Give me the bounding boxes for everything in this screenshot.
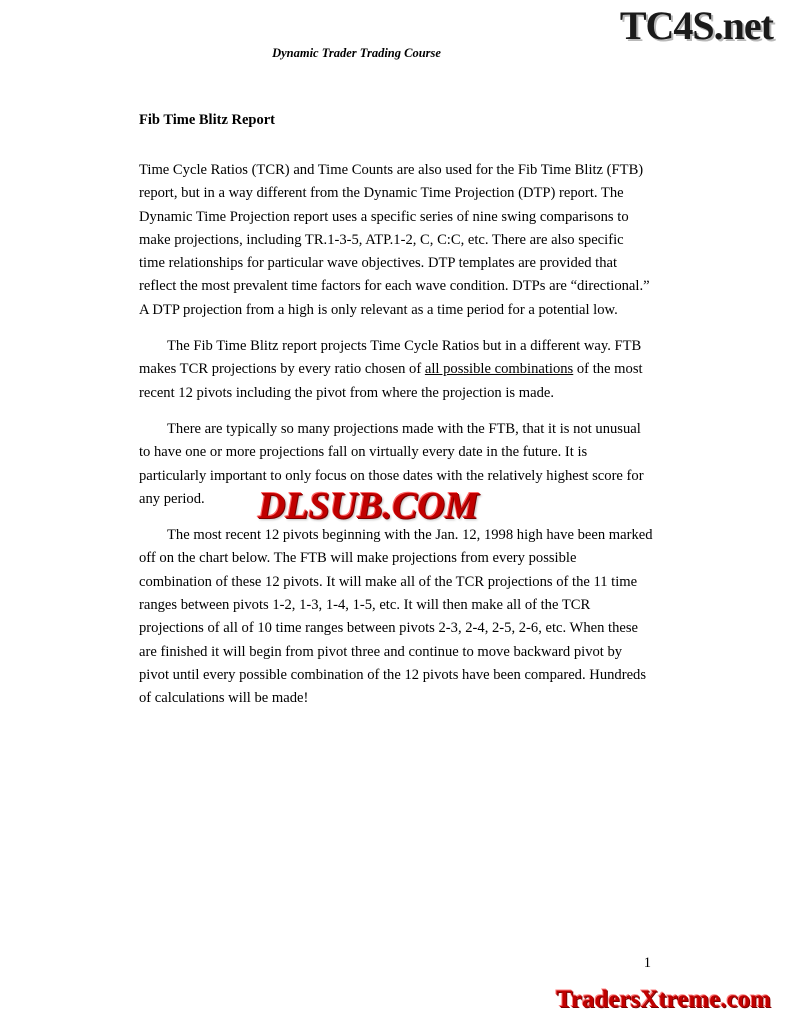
paragraph-3: There are typically so many projections made with the FTB, that it is not unusual to have one or more projections fall on virtually every date in the future. It is particularly important to only focus on those dates with the relatively highest score for any period. (139, 420, 644, 507)
running-header: Dynamic Trader Trading Course (272, 46, 441, 60)
page-number: 1 (643, 955, 651, 971)
paragraph-2 (139, 335, 653, 405)
paragraph-1: Time Cycle Ratios (TCR) and Time Counts are also used for the Fib Time Blitz (FTB) report, but in a way different from the Dynamic Time Projection (DTP) report. The Dynamic Time Projection report uses a specific series of nine swing comparisons to make projections, including TR.1-3-5, ATP.1-2, C, C:C, etc. There are also specific time relationships for particular wave objectives. DTP templates are provided that reflect the most prevalent time factors for each wave condition. DTPs are “directional.” A DTP projection from a high is only relevant as a time period for a potential low. (139, 162, 650, 318)
dlsub-watermark: DLSUB.COM (258, 485, 479, 527)
paragraph-4: The most recent 12 pivots beginning with the Jan. 12, 1998 high have been marked off on the chart below. The FTB will make projections from every possible combination of these 12 pivots. It will make all of the TCR projections of the 11 time ranges between pivots 1-2, 1-3, 1-4, 1-5, etc. It will then make all of the TCR projections of all of 10 time ranges between pivots 2-3, 2-4, 2-5, 2-6, etc. When these are finished it will begin from pivot three and continue to move backward pivot by pivot until every possible combination of the 12 pivots have been compared. Hundreds of calculations will be made! (139, 527, 653, 707)
tc4s-watermark: TC4S.net (619, 3, 773, 48)
page-body (139, 112, 653, 724)
page-title: Fib Time Blitz Report (139, 112, 275, 128)
paragraph-2-emphasis: all possible combinations (424, 361, 574, 378)
paragraph-2-part-a: The Fib Time Blitz report projects Time Cycle Ratios but in a different way. FTB makes TCR projections by every ratio chosen of (139, 338, 642, 378)
paragraph-2-part-b: of the most recent 12 pivots including the pivot from where the projection is made. (139, 361, 643, 401)
tradersxtreme-watermark: TradersXtreme.com (556, 986, 771, 1013)
